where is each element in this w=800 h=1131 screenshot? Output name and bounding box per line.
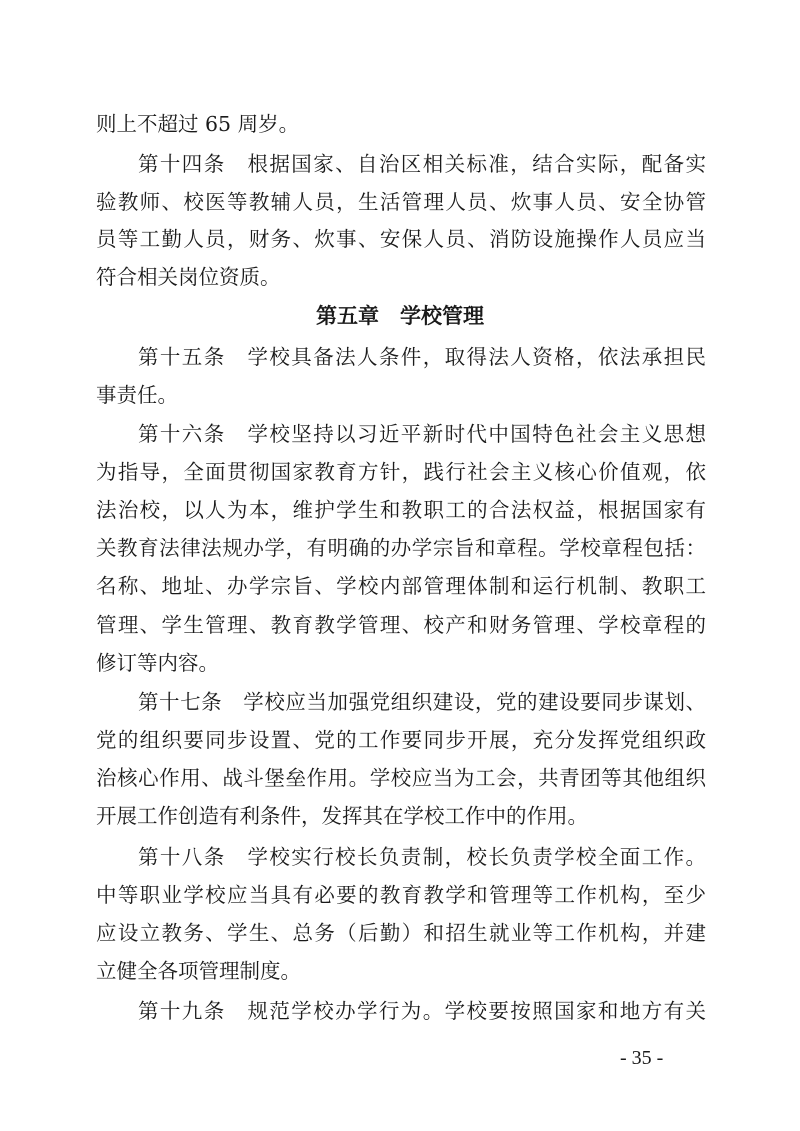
text-line: 第十九条 规范学校办学行为。学校要按照国家和地方有关	[138, 999, 706, 1023]
text-line: 管理、学生管理、教育教学管理、校产和财务管理、学校章程的	[96, 613, 706, 637]
text-line: 立健全各项管理制度。	[96, 959, 301, 983]
text-line: 名称、地址、办学宗旨、学校内部管理体制和运行机制、教职工	[96, 574, 706, 598]
text-line: 第十七条 学校应当加强党组织建设，党的建设要同步谋划、	[138, 690, 706, 714]
text-line: 党的组织要同步设置、党的工作要同步开展，充分发挥党组织政	[96, 728, 706, 752]
text-line: 第十八条 学校实行校长负责制，校长负责学校全面工作。	[138, 845, 706, 869]
text-line: 事责任。	[96, 383, 178, 407]
text-line: 第十六条 学校坚持以习近平新时代中国特色社会主义思想	[138, 422, 706, 446]
text-line: 治核心作用、战斗堡垒作用。学校应当为工会，共青团等其他组织	[96, 766, 706, 790]
page-number: - 35 -	[620, 1047, 664, 1069]
text-line: 员等工勤人员，财务、炊事、安保人员、消防设施操作人员应当	[96, 227, 706, 251]
text-line: 第十五条 学校具备法人条件，取得法人资格，依法承担民	[138, 345, 706, 369]
text-line: 中等职业学校应当具有必要的教育教学和管理等工作机构，至少	[96, 883, 706, 907]
text-line: 关教育法律法规办学，有明确的办学宗旨和章程。学校章程包括：	[96, 536, 706, 560]
text-line: 开展工作创造有利条件，发挥其在学校工作中的作用。	[96, 804, 588, 828]
text-line: 法治校，以人为本，维护学生和教职工的合法权益，根据国家有	[96, 498, 706, 522]
text-line: 验教师、校医等教辅人员，生活管理人员、炊事人员、安全协管	[96, 190, 706, 214]
text-line: 修订等内容。	[96, 651, 219, 675]
text-line: 符合相关岗位资质。	[96, 265, 281, 289]
text-line: 应设立教务、学生、总务（后勤）和招生就业等工作机构，并建	[96, 921, 706, 945]
chapter-heading: 第五章 学校管理	[316, 304, 484, 328]
text-line: 为指导，全面贯彻国家教育方针，践行社会主义核心价值观，依	[96, 460, 706, 484]
text-line: 第十四条 根据国家、自治区相关标准，结合实际，配备实	[138, 152, 706, 176]
text-line: 则上不超过 65 周岁。	[96, 112, 300, 136]
